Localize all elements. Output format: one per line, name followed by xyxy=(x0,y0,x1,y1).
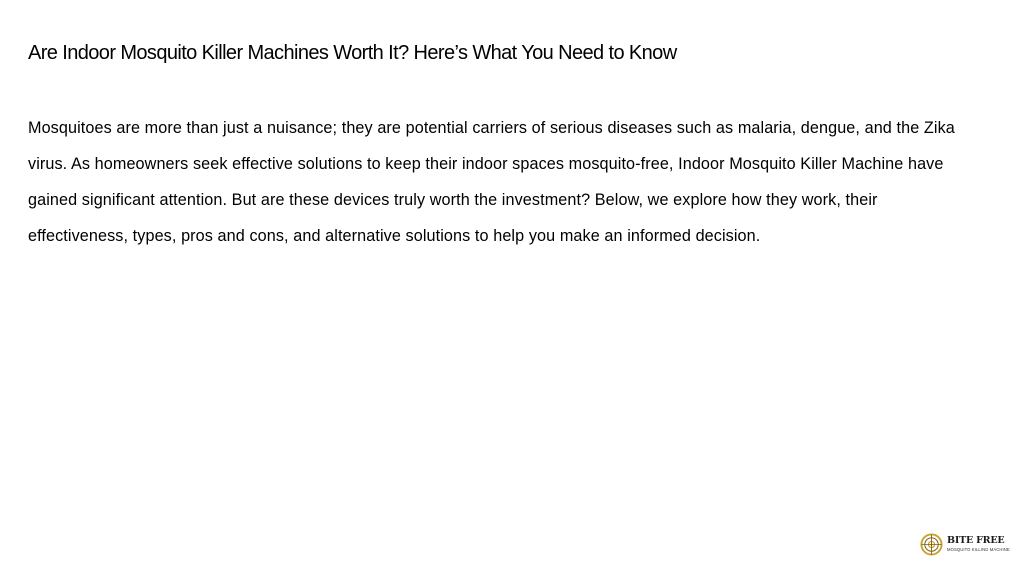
brand-name: BITE FREE xyxy=(947,535,1005,547)
target-crosshair-icon xyxy=(920,533,943,556)
slide-title: Are Indoor Mosquito Killer Machines Worth It? Here’s What You Need to Know xyxy=(28,42,677,64)
brand-text xyxy=(947,536,1010,552)
slide-body-paragraph: Mosquitoes are more than just a nuisance; they are potential carriers of serious diseases such as malaria, dengue, and the Zika virus. As homeowners seek effective solutions to keep their indoor spaces mosquito-free, Indoor Mosquito Killer Machine have gained significant attention. But are these devices truly worth the investment? Below, we explore how they work, their effectiveness, types, pros and cons, and alternative solutions to help you make an informed decision. xyxy=(28,119,955,245)
brand-logo xyxy=(920,531,1012,557)
brand-tagline: MOSQUITO KILLING MACHINE xyxy=(947,546,1010,552)
